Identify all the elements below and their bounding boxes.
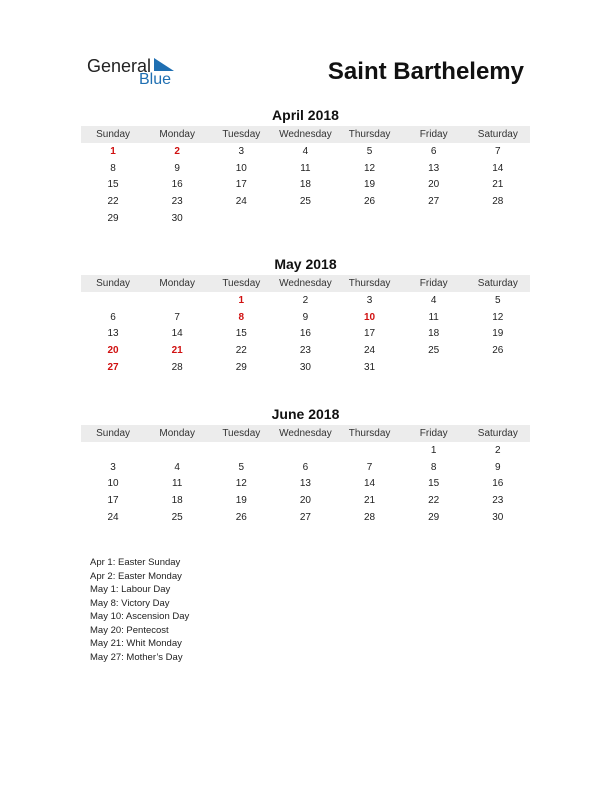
holiday-item: Apr 1: Easter Sunday: [90, 557, 181, 568]
week-row: [81, 143, 530, 160]
weekday-label: Sunday: [96, 129, 131, 140]
day-cell: 8: [110, 162, 116, 174]
day-cell: 25: [428, 344, 440, 356]
day-cell: 24: [235, 195, 247, 207]
month-title: May 2018: [274, 256, 337, 272]
day-cell: 25: [299, 195, 311, 207]
weekday-label: Thursday: [348, 129, 391, 140]
day-cell: 30: [171, 212, 183, 224]
day-cell: 26: [235, 511, 247, 523]
week-row: [81, 359, 530, 376]
weekday-label: Saturday: [477, 428, 518, 439]
day-cell: 3: [238, 145, 245, 157]
week-row: [81, 176, 530, 193]
day-cell: 14: [492, 162, 504, 174]
holiday-item: May 10: Ascension Day: [90, 611, 190, 622]
day-cell: 2: [495, 444, 501, 456]
day-cell: 4: [174, 461, 180, 473]
day-cell: 17: [235, 179, 247, 191]
weekday-label: Sunday: [96, 428, 131, 439]
day-cell: 20: [299, 494, 311, 506]
day-cell: 21: [364, 494, 376, 506]
weekday-header: [81, 126, 530, 143]
weekday-label: Wednesday: [279, 428, 332, 439]
day-cell: 19: [235, 494, 247, 506]
weekday-label: Monday: [159, 278, 195, 289]
weekday-header: [81, 275, 530, 292]
day-cell: 25: [171, 511, 183, 523]
day-cell: 29: [107, 212, 119, 224]
month-title: June 2018: [271, 406, 340, 422]
weekday-label: Saturday: [477, 129, 518, 140]
week-row: [81, 492, 530, 509]
day-cell: 16: [492, 478, 504, 490]
weekday-label: Monday: [159, 129, 195, 140]
week-row: [81, 210, 530, 227]
week-row: [81, 160, 530, 177]
week-row: [81, 459, 530, 476]
weekday-label: Friday: [419, 428, 448, 439]
day-cell-holiday: 10: [364, 311, 376, 323]
day-cell: 5: [495, 294, 501, 306]
day-cell: 23: [299, 344, 311, 356]
day-cell: 2: [302, 294, 309, 306]
day-cell: 17: [107, 494, 119, 506]
holiday-item: May 27: Mother’s Day: [90, 651, 183, 663]
day-cell: 11: [300, 162, 311, 174]
weekday-label: Sunday: [96, 278, 131, 289]
weekday-label: Saturday: [477, 278, 518, 289]
logo-flag-icon: [154, 58, 174, 71]
day-cell: 28: [492, 195, 504, 207]
day-cell: 14: [364, 478, 376, 490]
day-cell: 18: [171, 494, 183, 506]
day-cell: 19: [364, 179, 376, 191]
day-cell: 26: [492, 344, 504, 356]
day-cell: 11: [428, 311, 439, 323]
day-cell-holiday: 2: [174, 145, 180, 157]
month-may: [81, 255, 530, 375]
day-cell: 12: [492, 311, 504, 323]
holiday-item: May 21: Whit Monday: [90, 638, 182, 649]
country-title: Saint Barthelemy: [327, 58, 524, 85]
day-cell: 13: [299, 478, 311, 490]
day-cell: 29: [428, 511, 440, 523]
day-cell: 27: [428, 195, 440, 207]
day-cell: 22: [107, 195, 119, 207]
day-cell: 22: [235, 344, 247, 356]
day-cell: 12: [235, 478, 247, 490]
day-cell: 3: [110, 461, 116, 473]
day-cell: 15: [107, 179, 119, 191]
day-cell: 26: [364, 195, 376, 207]
day-cell: 17: [364, 328, 376, 340]
week-row: [81, 509, 530, 526]
day-cell: 7: [495, 145, 501, 157]
day-cell: 24: [107, 511, 119, 523]
weekday-label: Thursday: [348, 278, 391, 289]
week-row: [81, 309, 530, 326]
month-june: [81, 405, 530, 525]
weekday-label: Friday: [419, 129, 448, 140]
day-cell: 16: [299, 328, 311, 340]
day-cell: 12: [364, 162, 376, 174]
day-cell-holiday: 8: [238, 311, 245, 323]
day-cell: 27: [299, 511, 311, 523]
day-cell: 6: [430, 145, 437, 157]
weekday-label: Wednesday: [279, 129, 332, 140]
holiday-item: May 20: Pentecost: [90, 624, 169, 636]
day-cell-holiday: 1: [110, 145, 116, 157]
day-cell: 28: [364, 511, 376, 523]
holiday-item: May 8: Victory Day: [90, 597, 170, 609]
day-cell: 23: [492, 494, 504, 506]
day-cell: 9: [174, 162, 180, 174]
day-cell: 19: [492, 328, 504, 340]
month-april: [81, 106, 530, 226]
logo: [87, 56, 187, 92]
weekday-header: [81, 425, 530, 442]
day-cell: 18: [428, 328, 440, 340]
day-cell: 8: [430, 461, 437, 473]
holiday-item: Apr 2: Easter Monday: [90, 570, 182, 582]
day-cell: 31: [364, 361, 376, 373]
day-cell: 10: [107, 478, 119, 490]
day-cell-holiday: 27: [107, 361, 119, 373]
weekday-label: Friday: [419, 278, 448, 289]
week-row: [81, 193, 530, 210]
day-cell: 21: [492, 179, 504, 191]
day-cell: 4: [302, 145, 309, 157]
day-cell: 22: [428, 494, 440, 506]
day-cell: 15: [428, 478, 440, 490]
day-cell: 10: [235, 162, 247, 174]
day-cell-holiday: 1: [238, 294, 245, 306]
logo-blue-text: Blue: [139, 71, 172, 88]
day-cell: 1: [430, 444, 437, 456]
day-cell: 14: [171, 328, 183, 340]
day-cell: 11: [171, 478, 183, 490]
week-row: [81, 442, 530, 459]
day-cell: 28: [171, 361, 183, 373]
day-cell-holiday: 20: [107, 344, 119, 356]
day-cell: 7: [366, 461, 373, 473]
day-cell: 30: [299, 361, 311, 373]
day-cell: 9: [302, 311, 309, 323]
day-cell: 13: [107, 328, 119, 340]
day-cell: 7: [174, 311, 180, 323]
day-cell: 13: [428, 162, 440, 174]
day-cell: 30: [492, 511, 504, 523]
day-cell: 3: [366, 294, 373, 306]
day-cell: 4: [430, 294, 437, 306]
weekday-label: Monday: [159, 428, 195, 439]
weekday-label: Tuesday: [222, 129, 261, 140]
day-cell: 6: [302, 461, 309, 473]
day-cell: 18: [299, 179, 311, 191]
month-title: April 2018: [272, 107, 339, 123]
day-cell: 20: [428, 179, 440, 191]
logo-general-text: General: [87, 56, 152, 76]
day-cell: 9: [495, 461, 501, 473]
weekday-label: Tuesday: [222, 278, 261, 289]
week-row: [81, 342, 530, 359]
weekday-label: Tuesday: [222, 428, 261, 439]
day-cell: 5: [366, 145, 373, 157]
weekday-label: Thursday: [348, 428, 391, 439]
day-cell: 15: [235, 328, 247, 340]
week-row: [81, 325, 530, 342]
day-cell: 29: [235, 361, 247, 373]
holiday-item: May 1: Labour Day: [90, 584, 171, 595]
day-cell: 5: [238, 461, 245, 473]
day-cell: 6: [110, 311, 116, 323]
day-cell: 24: [364, 344, 376, 356]
day-cell: 23: [171, 195, 183, 207]
week-row: [81, 475, 530, 492]
day-cell-holiday: 21: [171, 344, 183, 356]
week-row: [81, 292, 530, 309]
weekday-label: Wednesday: [279, 278, 332, 289]
day-cell: 16: [171, 179, 183, 191]
holiday-list: [90, 556, 189, 664]
